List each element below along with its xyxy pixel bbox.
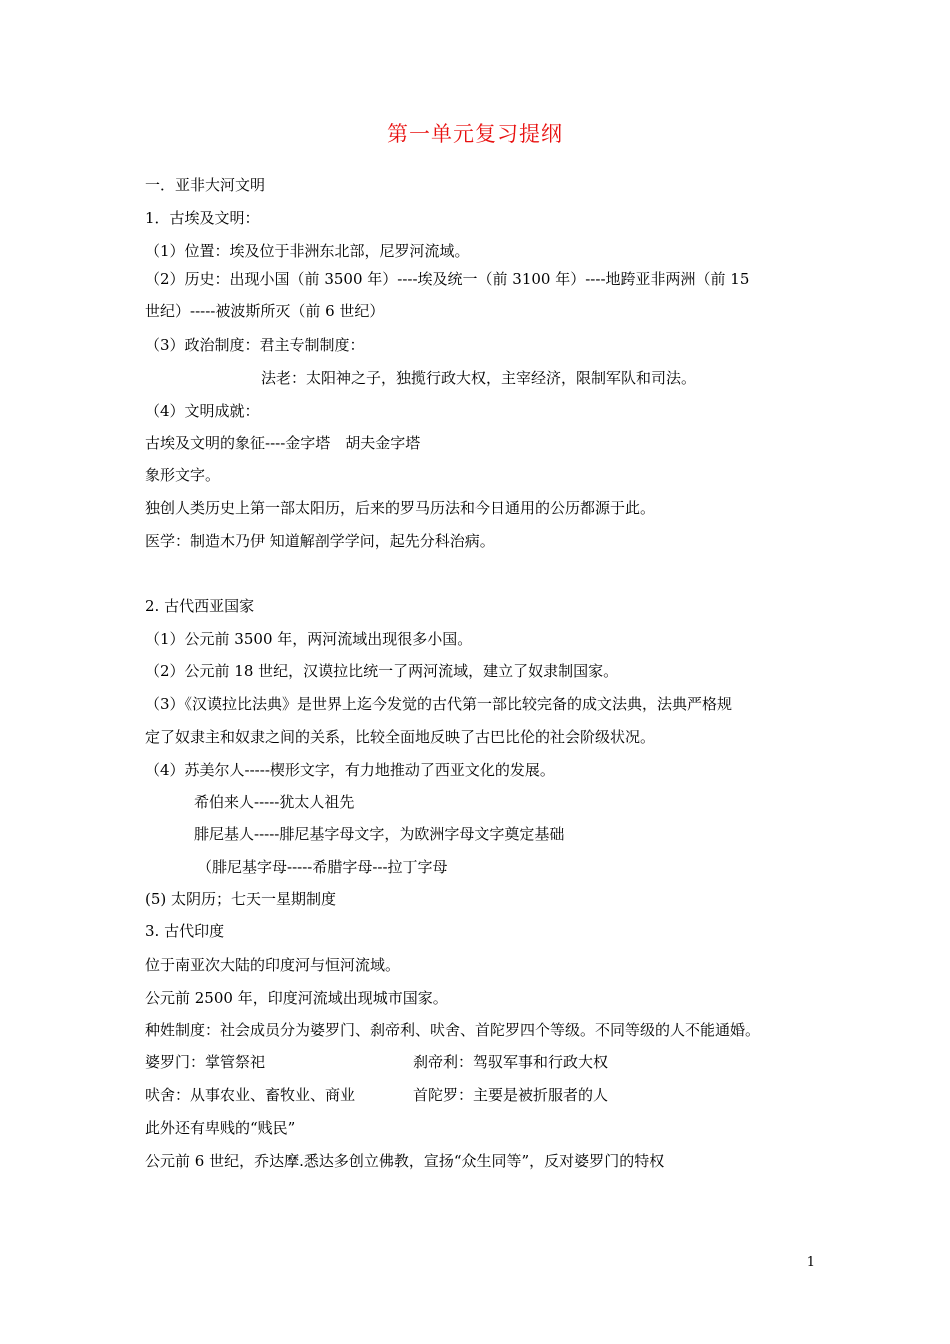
text-line: （1）位置：埃及位于非洲东北部，尼罗河流域。 [145,242,470,260]
page-number: 1 [806,1255,815,1270]
text-line: 公元前 6 世纪，乔达摩.悉达多创立佛教，宣扬“众生同等”，反对婆罗门的特权 [145,1152,665,1170]
caste-brahmin: 婆罗门：掌管祭祀 [145,1053,266,1071]
text-line: 世纪）-----被波斯所灭（前 6 世纪） [145,302,385,320]
text-line: 定了奴隶主和奴隶之间的关系，比较全面地反映了古巴比伦的社会阶级状况。 [145,728,656,746]
subsection-heading-west-asia: 2. 古代西亚国家 [145,597,255,615]
text-line: 种姓制度：社会成员分为婆罗门、刹帝利、吠舍、首陀罗四个等级。不同等级的人不能通婚。 [145,1021,761,1039]
text-line: （4）苏美尔人-----楔形文字，有力地推动了西亚文化的发展。 [145,761,555,779]
text-line: 腓尼基人-----腓尼基字母文字，为欧洲字母文字奠定基础 [194,825,565,843]
caste-kshatriya: 刹帝利：驾驭军事和行政大权 [413,1053,609,1071]
text-line: （4）文明成就： [145,402,260,420]
text-line: 位于南亚次大陆的印度河与恒河流域。 [145,956,401,974]
text-line: （1）公元前 3500 年，两河流域出现很多小国。 [145,630,473,648]
text-line: 独创人类历史上第一部太阳历，后来的罗马历法和今日通用的公历都源于此。 [145,499,656,517]
caste-vaishya: 吠舍：从事农业、畜牧业、商业 [145,1086,356,1104]
text-line: （3）政治制度：君主专制制度： [145,336,365,354]
text-line: 象形文字。 [145,466,221,484]
caste-shudra: 首陀罗：主要是被折服者的人 [413,1086,609,1104]
text-line: 法老：太阳神之子，独揽行政大权，主宰经济，限制军队和司法。 [261,369,697,387]
text-line: （2）公元前 18 世纪，汉谟拉比统一了两河流域，建立了奴隶制国家。 [145,662,619,680]
text-line: 医学：制造木乃伊 知道解剖学学问，起先分科治病。 [145,532,495,550]
text-line: 希伯来人-----犹太人祖先 [194,793,355,811]
text-line: （3）《汉谟拉比法典》是世界上迄今发觉的古代第一部比较完备的成文法典，法典严格规 [145,695,733,713]
text-line: (5) 太阴历；七天一星期制度 [145,890,337,908]
section-heading-asia-africa: 一．亚非大河文明 [145,176,266,194]
text-line: 公元前 2500 年，印度河流域出现城市国家。 [145,989,448,1007]
text-line: （腓尼基字母-----希腊字母---拉丁字母 [197,858,448,876]
subsection-heading-india: 3. 古代印度 [145,922,225,940]
text-line: 此外还有卑贱的“贱民” [145,1119,296,1137]
subsection-heading-egypt: 1．古埃及文明： [145,209,260,227]
page-title: 第一单元复习提纲 [387,122,563,146]
text-line: 古埃及文明的象征----金字塔 胡夫金字塔 [145,434,421,452]
text-line: （2）历史：出现小国（前 3500 年）----埃及统一（前 3100 年）----地跨亚非两洲（前 15 [145,270,750,288]
